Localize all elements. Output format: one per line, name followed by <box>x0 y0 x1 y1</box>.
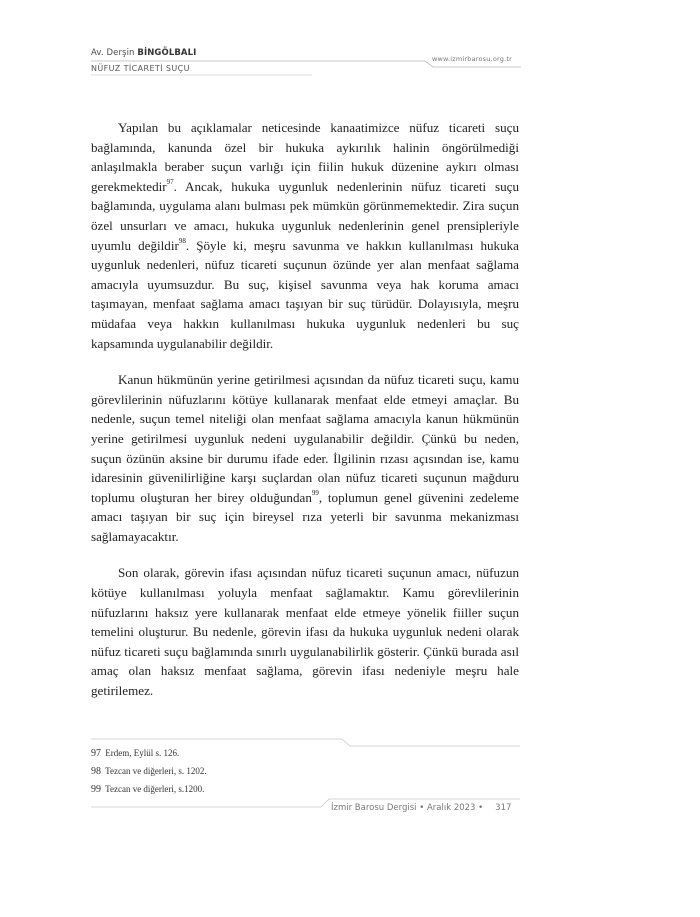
header-article-title: NÜFUZ TİCARETİ SUÇU <box>91 64 190 73</box>
footnote <box>91 744 207 762</box>
footnote-text: Tezcan ve diğerleri, s.1200. <box>105 784 205 794</box>
footnote-text: Tezcan ve diğerleri, s. 1202. <box>105 766 207 776</box>
author-surname: BİNGÖLBALI <box>137 48 197 58</box>
body-text <box>91 118 519 701</box>
page-number: 317 <box>495 803 512 813</box>
author-prefix: Av. Derşin <box>91 48 135 58</box>
page-footer <box>331 803 511 813</box>
header-rule <box>0 0 700 120</box>
paragraph-text: Son olarak, görevin ifası açısından nüfuz ticareti suçunun amacı, nüfuzun kötüye kullanılması yoluyla menfaat sağlamaktır. Kamu görevlilerinin nüfuzlarını haksız yere kullanarak menfaat elde etmeye yönelik fiiller suçun temelini oluşturur. Bu nedenle, görevin ifası da hukuka uygunluk nedeni olarak nüfuz ticareti suçu bağlamında sınırlı uygulanabilirlik gösterir. Çünkü burada asıl amaç olan haksız menfaat sağlama, görevin ifası nedeniyle meşru hale getirilemez. <box>91 565 519 699</box>
footnote-ref: 98 <box>178 237 186 246</box>
footnote <box>91 762 207 780</box>
paragraph <box>91 370 519 546</box>
paragraph-text: Kanun hükmünün yerine getirilmesi açısından da nüfuz ticareti suçu, kamu görevlilerinin nüfuzlarını kötüye kullanarak menfaat elde etmeyi amaçlar. Bu nedenle, suçun temel niteliği olan menfaat sağlama amacıyla kanun hükmünün yerine getirilmesi uygunluk nedeni uygulanabilir değildir. Çünkü bu neden, suçun özünün aksine bir durumu ifade eder. İlgilinin rızası açısından ise, kamu idaresinin güvenilirliğine karşı suçlardan olan nüfuz ticareti suçunun mağduru toplumu oluşturan her birey olduğundan <box>91 372 519 505</box>
paragraph-text: . Ancak, hukuka uygunluk nedenlerinin nüfuz ticareti suçu bağlamında, uygulama alanı bulması pek mümkün görünmemektedir. Zira suçun özel unsurları ve amacı, hukuka uygunluk nedenlerinin genel prensipleriyle uyumlu değildir <box>91 178 519 253</box>
paragraph <box>91 118 519 353</box>
footnote-number: 97 <box>91 748 101 759</box>
paragraph-text: . Şöyle ki, meşru savunma ve hakkın kullanılması hukuka uygunluk nedenleri, nüfuz ticareti suçunun özünde yer alan menfaat sağlama amacıyla uyumsuzdur. Bu suç, kişisel savunma veya hak koruma amacı taşımayan, menfaat sağlama amacı taşıyan bir suç türüdür. Dolayısıyla, meşru müdafaa veya hakkın kullanılması hukuka uygunluk nedenleri bu suç kapsamında uygulanabilir değildir. <box>91 237 519 351</box>
footnote-ref: 97 <box>166 178 174 187</box>
journal-name: İzmir Barosu Dergisi • Aralık 2023 • <box>331 803 484 813</box>
header-website: www.izmirbarosu.org.tr <box>432 55 512 63</box>
footnote-ref: 99 <box>311 489 319 498</box>
footnote-number: 99 <box>91 784 101 795</box>
paragraph-text: Yapılan bu açıklamalar neticesinde kanaatimizce nüfuz ticareti suçu bağlamında, kanunda özel bir hukuka aykırılık halinin öngörülmediği anlaşılmakla beraber suçun varlığı için fiilin hukuk düzenine aykırı olması gerekmektedir <box>91 120 519 194</box>
paragraph-text: , toplumun genel güvenini zedeleme amacı taşıyan bir suç için bireysel rıza yeterli bir savunma mekanizması sağlamayacaktır. <box>91 489 519 544</box>
footnote-number: 98 <box>91 766 101 777</box>
footnote-text: Erdem, Eylül s. 126. <box>105 748 180 758</box>
paragraph <box>91 563 519 700</box>
